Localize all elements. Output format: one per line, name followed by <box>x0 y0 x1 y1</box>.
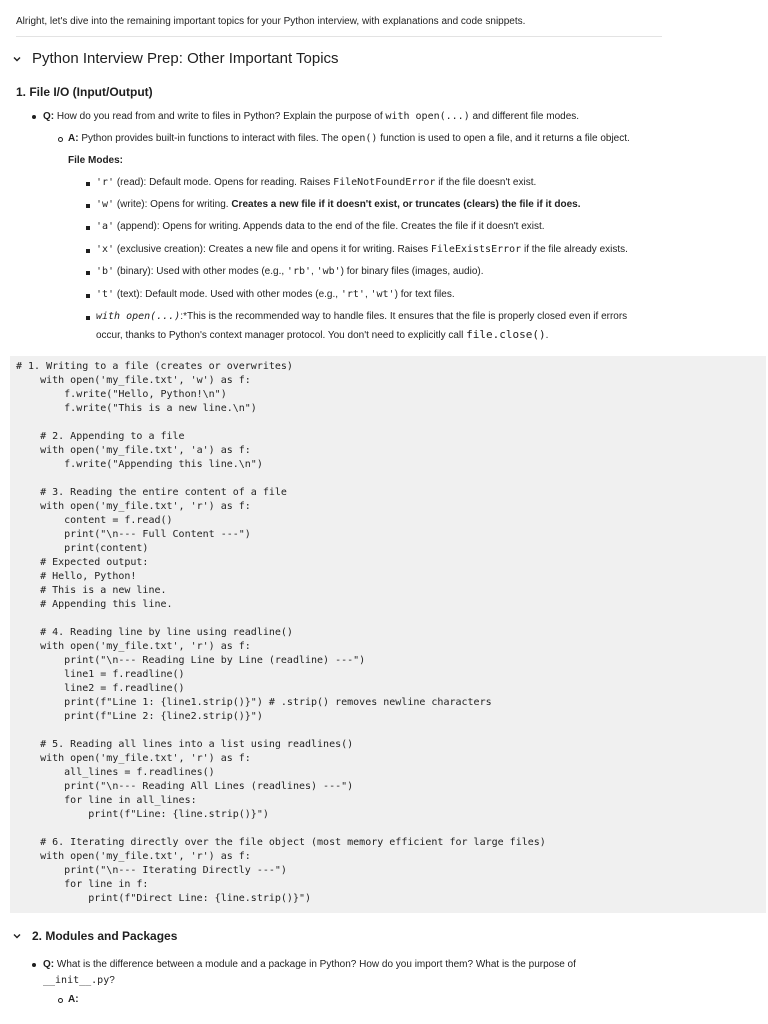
bullet <box>58 137 63 142</box>
inline-code: 'wb' <box>316 266 341 277</box>
section-title: 2. Modules and Packages <box>32 929 178 943</box>
inline-code: open() <box>341 133 378 144</box>
period: . <box>545 330 549 341</box>
inline-code: 'rb' <box>286 266 312 277</box>
with-open-desc-cont: occur, thanks to Python's context manager protocol. You don't need to explicitly call <box>96 330 464 341</box>
bullet <box>86 249 90 253</box>
mode-x <box>96 243 628 257</box>
section-header-modules[interactable] <box>12 929 177 943</box>
bullet <box>86 204 90 208</box>
mode-desc: (read): Default mode. Opens for reading. Raises <box>116 177 331 188</box>
divider <box>16 36 662 37</box>
inline-code: FileNotFoundError <box>333 177 436 188</box>
q-tail: and different file modes. <box>472 111 580 122</box>
q-text: How do you read from and write to files in Python? Explain the purpose of <box>56 111 383 122</box>
mode-code: 'a' <box>96 221 115 232</box>
bullet <box>86 182 90 186</box>
section-title: Python Interview Prep: Other Important Topics <box>32 50 339 67</box>
mode-a <box>96 220 545 234</box>
mode-desc-tail: if the file doesn't exist. <box>438 177 537 188</box>
inline-code: __init__.py <box>43 975 110 986</box>
section-header-other-topics[interactable] <box>12 50 339 67</box>
a-label: A: <box>68 994 79 1005</box>
question-modules-cont <box>43 974 115 988</box>
mode-code: 'w' <box>96 199 115 210</box>
mode-desc: (write): Opens for writing. <box>116 199 229 210</box>
inline-code: 'rt' <box>340 289 365 300</box>
mode-b <box>96 265 484 279</box>
with-open-item <box>96 310 627 324</box>
intro-text: Alright, let's dive into the remaining important topics for your Python interview, with explanations and code snippets. <box>16 16 526 27</box>
bullet <box>32 115 36 119</box>
code-block[interactable] <box>10 356 766 913</box>
a-text: Python provides built-in functions to interact with files. The <box>81 133 339 144</box>
bullet <box>86 316 90 320</box>
inline-code: with open(...) <box>96 311 181 322</box>
a-label: A: <box>68 133 79 144</box>
mode-r <box>96 176 536 190</box>
chevron-down-icon[interactable] <box>12 54 22 64</box>
mode-w <box>96 198 580 212</box>
mode-desc-tail: ) for text files. <box>394 289 455 300</box>
q-text: What is the difference between a module and a package in Python? How do you import them? What is the purpose of <box>56 959 576 970</box>
mode-code: 't' <box>96 289 115 300</box>
mode-code: 'b' <box>96 266 115 277</box>
question-modules <box>43 958 576 972</box>
inline-code: file.close() <box>466 328 546 341</box>
q-label: Q: <box>43 111 55 122</box>
separator: , <box>311 266 314 277</box>
mode-desc-tail: if the file already exists. <box>523 244 628 255</box>
mode-desc-bold: Creates a new file if it doesn't exist, or truncates (clears) the file if it does. <box>231 199 581 210</box>
bullet <box>86 294 90 298</box>
mode-desc: (exclusive creation): Creates a new file and opens it for writing. Raises <box>116 244 429 255</box>
heading-file-io: 1. File I/O (Input/Output) <box>16 85 153 99</box>
mode-t <box>96 288 455 302</box>
answer-file-io <box>68 132 630 146</box>
with-open-desc: :*This is the recommended way to handle files. It ensures that the file is properly closed even if errors <box>180 311 628 322</box>
question-file-io <box>43 110 579 124</box>
chevron-down-icon[interactable] <box>12 931 22 941</box>
inline-code: with open(...) <box>385 111 470 122</box>
mode-desc: (binary): Used with other modes (e.g., <box>116 266 285 277</box>
q-end: ? <box>109 975 115 986</box>
code-content: # 1. Writing to a file (creates or overwrites) with open('my_file.txt', 'w') as f: f.write("Hello, Python!\n") f.write("This is a new line.\n") # 2. Appending to a file with open('my_file.txt', 'a') as f: f.write("Appending this line.\n") # 3. Reading the entire content of a file with open('my_file.txt', 'r') as f: content = f.read() print("\n--- Full Content ---") print(content) # Expected output: # Hello, Python! # This is a new line. # Appending this line. # 4. Reading line by line using readline() with open('my_file.txt', 'r') as f: print("\n--- Reading Line by Line (readline) ---") line1 = f.readline() line2 = f.readline() print(f"Line 1: {line1.strip()}") # .strip() removes newline characters print(f"Line 2: {line2.strip()}") # 5. Reading all lines into a list using readlines() with open('my_file.txt', 'r') as f: all_lines = f.readlines() print("\n--- Reading All Lines (readlines) ---") for line in all_lines: print(f"Line: {line.strip()}") # 6. Iterating directly over the file object (most memory efficient for large files) with open('my_file.txt', 'r') as f: print("\n--- Iterating Directly ---") for line in f: print(f"Direct Line: {line.strip()}") <box>16 361 546 904</box>
inline-code: 'wt' <box>370 289 395 300</box>
with-open-item-cont <box>96 328 548 343</box>
bullet <box>32 963 36 967</box>
separator: , <box>364 289 368 300</box>
bullet <box>86 271 90 275</box>
mode-code: 'x' <box>96 244 115 255</box>
bullet <box>58 998 63 1003</box>
q-label: Q: <box>43 959 55 970</box>
mode-desc-tail: ) for binary files (images, audio). <box>340 266 484 277</box>
file-modes-heading: File Modes: <box>68 155 124 166</box>
a-tail: function is used to open a file, and it returns a file object. <box>380 133 630 144</box>
bullet <box>86 226 90 230</box>
inline-code: FileExistsError <box>430 244 522 255</box>
mode-code: 'r' <box>96 177 115 188</box>
mode-desc: (text): Default mode. Used with other modes (e.g., <box>116 289 339 300</box>
mode-desc: (append): Opens for writing. Appends data to the end of the file. Creates the file if it doesn't exist. <box>116 221 545 232</box>
